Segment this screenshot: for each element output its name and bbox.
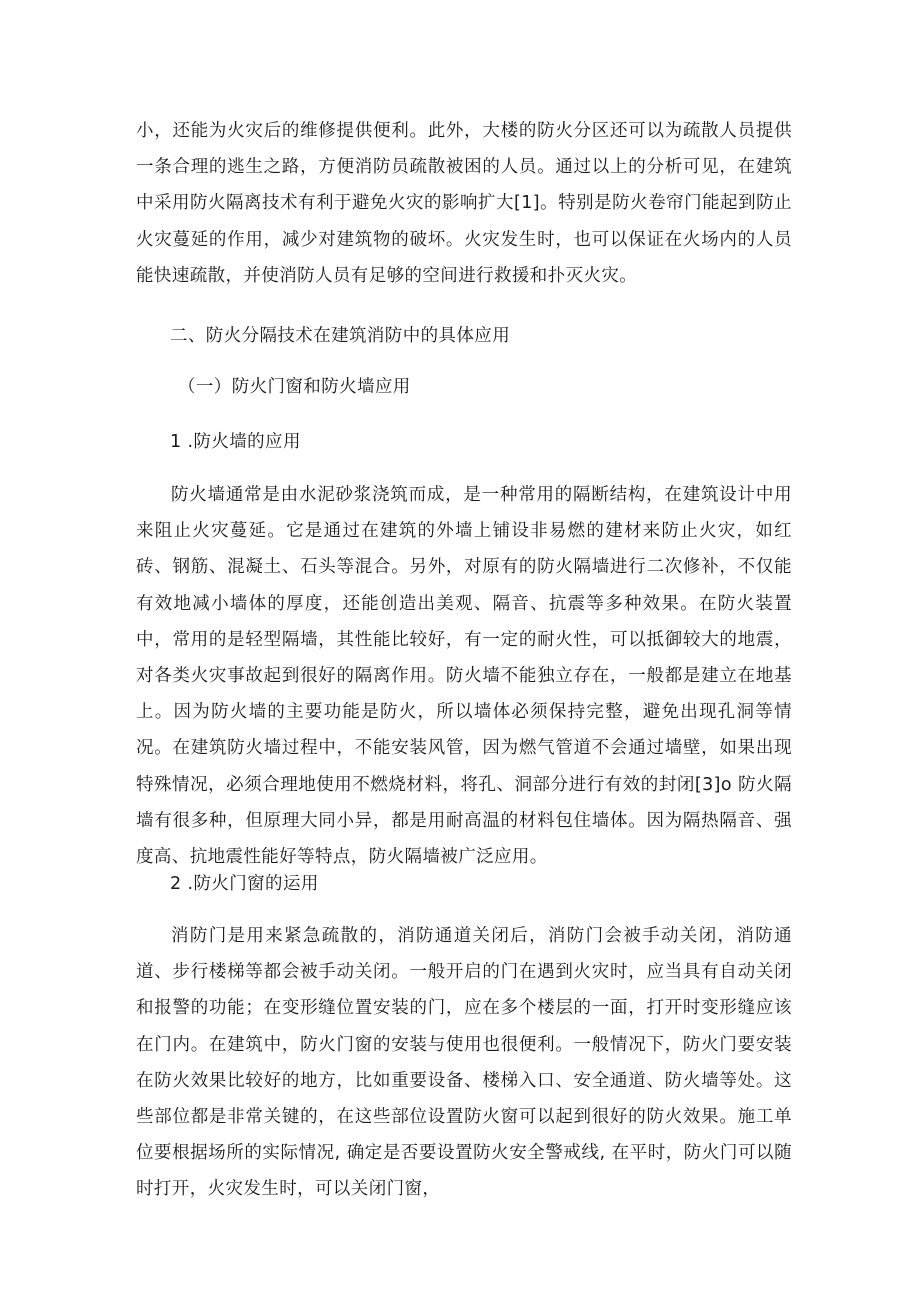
item-heading-fire-doors: 2 .防火门窗的运用 — [170, 874, 319, 894]
item-heading-firewall: 1 .防火墙的应用 — [170, 432, 301, 452]
paragraph-fire-doors: 消防门是用来紧急疏散的，消防通道关闭后，消防门会被手动关闭，消防通道、步行楼梯等都会被手动关闭。一般开启的门在遇到火灾时，应当具有自动关闭和报警的功能；在变形缝位置安装的门，应在多个楼层的一面，打开时变形缝应该在门内。在建筑中，防火门窗的安装与使用也很便利。一般情况下，防火门要安装在防火效果比较好的地方，比如重要设备、楼梯入口、安全通道、防火墙等处。这些部位都是非常关键的，在这些部位设置防火窗可以起到很好的防火效果。施工单位要根据场所的实际情况, 确定是否要设置防火安全警戒线, 在平时，防火门可以随时打开，火灾发生时，可以关闭门窗， — [136, 926, 792, 1200]
paragraph-continuation: 小，还能为火灾后的维修提供便利。此外，大楼的防火分区还可以为疏散人员提供一条合理的逃生之路，方便消防员疏散被困的人员。通过以上的分析可见，在建筑中采用防火隔离技术有利于避免火灾的影响扩大[1]。特别是防火卷帘门能起到防止火灾蔓延的作用，减少对建筑物的破坏。火灾发生时，也可以保证在火场内的人员能快速疏散，并使消防人员有足够的空间进行救援和扑灭火灾。 — [136, 121, 792, 286]
subsection-heading: （一）防火门窗和防火墙应用 — [178, 377, 411, 397]
paragraph-firewall: 防火墙通常是由水泥砂浆浇筑而成，是一种常用的隔断结构，在建筑设计中用来阻止火灾蔓延。它是通过在建筑的外墙上铺设非易燃的建材来防止火灾，如红砖、钢筋、混凝土、石头等混合。另外，对原有的防火隔墙进行二次修补，不仅能有效地减小墙体的厚度，还能创造出美观、隔音、抗震等多种效果。在防火装置中，常用的是轻型隔墙，其性能比较好，有一定的耐火性，可以抵御较大的地震，对各类火灾事故起到很好的隔离作用。防火墙不能独立存在，一般都是建立在地基上。因为防火墙的主要功能是防火，所以墙体必须保持完整，避免出现孔洞等情况。在建筑防火墙过程中，不能安装风管，因为燃气管道不会通过墙壁，如果出现特殊情况，必须合理地使用不燃烧材料，将孔、洞部分进行有效的封闭[3]o 防火隔墙有很多种，但原理大同小异，都是用耐高温的材料包住墙体。因为隔热隔音、强度高、抗地震性能好等特点，防火隔墙被广泛应用。 — [136, 485, 792, 868]
section-heading: 二、防火分隔技术在建筑消防中的具体应用 — [170, 326, 511, 346]
